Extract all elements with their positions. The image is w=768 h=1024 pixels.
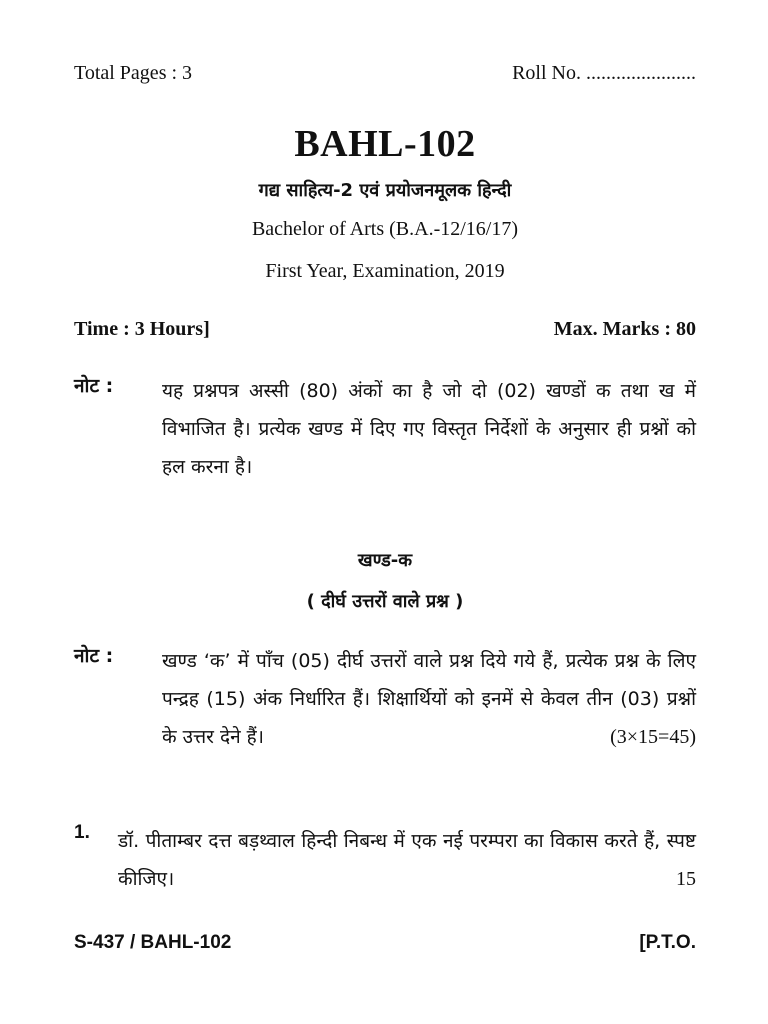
note-text: खण्ड ‘क’ में पाँच (05) दीर्घ उत्तरों वाले प्रश्न दिये गये हैं, प्रत्येक प्रश्न के लिए पन्द्रह (15) अंक निर्धारित हैं। शिक्षार्थियों को इनमें से केवल तीन (03) प्रश्नों के उत्तर देने हैं। xyxy=(162,650,696,748)
header-row xyxy=(74,62,696,85)
time-marks-row xyxy=(74,318,696,341)
time-allowed: Time : 3 Hours] xyxy=(74,318,210,340)
general-note xyxy=(74,372,696,486)
footer-code: S-437 / BAHL-102 xyxy=(74,932,232,953)
note-label: नोट : xyxy=(74,645,114,667)
question-number: 1. xyxy=(74,822,90,843)
roll-number: Roll No. ...................... xyxy=(512,62,696,84)
exam-page xyxy=(74,0,696,1024)
question-text: डॉ. पीताम्बर दत्त बड़थ्वाल हिन्दी निबन्ध में एक नई परम्परा का विकास करते हैं, स्पष्ट कीजिए। xyxy=(118,830,696,890)
section-marks: (3×15=45) xyxy=(610,726,696,748)
note-text: यह प्रश्नपत्र अस्सी (80) अंकों का है जो दो (02) खण्डों क तथा ख में विभाजित है। प्रत्येक खण्ड में दिए गए विस्तृत निर्देशों के अनुसार ही प्रश्नों को हल करना है। xyxy=(162,380,696,478)
max-marks: Max. Marks : 80 xyxy=(553,318,696,340)
paper-title: गद्य साहित्य-2 एवं प्रयोजनमूलक हिन्दी xyxy=(258,180,512,201)
section-subtitle: ( दीर्घ उत्तरों वाले प्रश्न ) xyxy=(306,591,464,612)
pto-label: [P.T.O. xyxy=(639,932,696,953)
question-body xyxy=(118,822,696,898)
note-text-wrapper xyxy=(162,642,696,756)
question-1 xyxy=(74,822,696,898)
note-label: नोट : xyxy=(74,375,114,397)
degree-name: Bachelor of Arts (B.A.-12/16/17) xyxy=(251,218,519,240)
footer-row xyxy=(74,932,696,954)
section-note xyxy=(74,642,696,756)
section-title: खण्ड-क xyxy=(357,550,413,571)
total-pages: Total Pages : 3 xyxy=(74,62,193,84)
paper-code: BAHL-102 xyxy=(294,123,476,165)
exam-year: First Year, Examination, 2019 xyxy=(265,260,505,282)
question-marks: 15 xyxy=(676,868,696,890)
